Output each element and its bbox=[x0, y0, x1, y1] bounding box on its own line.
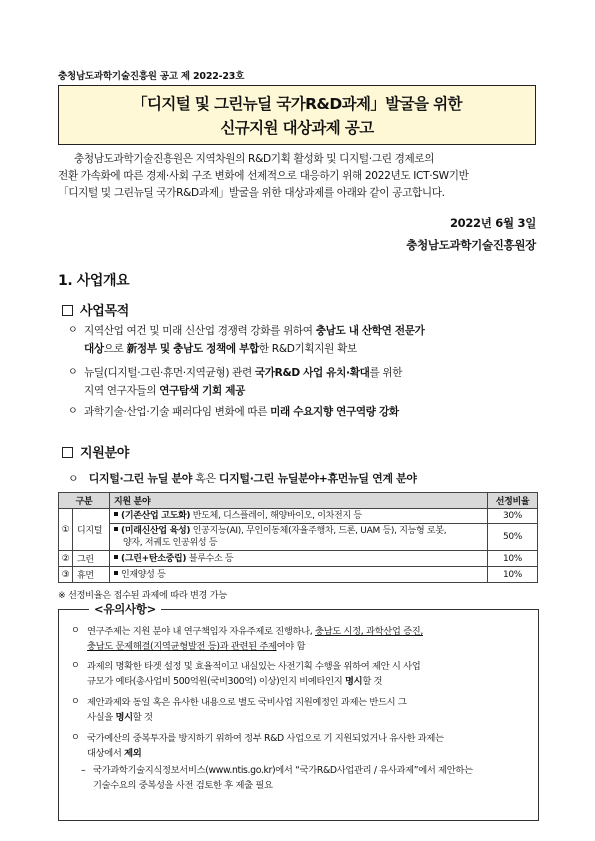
caution-item-4: ㅇ 국가예산의 중복투자를 방지하기 위하여 정부 R&D 사업으로 기 지원되었거나 유사한 과제는 대상에서 제외 bbox=[71, 733, 444, 759]
field-description: ㅇ 디지털·그린 뉴딜 분야 혹은 디지털·그린 뉴딜분야+휴먼뉴딜 연계 분야 bbox=[68, 472, 417, 485]
circle-bullet-icon: ㅇ bbox=[71, 733, 80, 743]
table-header-field: 지원 분야 bbox=[110, 493, 488, 509]
circle-bullet-icon: ㅇ bbox=[68, 325, 78, 336]
table-row bbox=[59, 524, 538, 551]
notice-number: 충청남도과학기술진흥원 공고 제 2022-23호 bbox=[58, 71, 245, 82]
field-heading: 지원분야 bbox=[62, 442, 129, 461]
square-bullet-icon bbox=[114, 571, 118, 575]
row-rate: 10% bbox=[488, 567, 538, 583]
issuer: 충청남도과학기술진흥원장 bbox=[406, 238, 536, 252]
row-number: ① bbox=[59, 509, 73, 551]
intro-line-3: 「디지털 및 그린뉴딜 국가R&D과제」발굴을 위한 대상과제를 아래와 같이 공고합니다. bbox=[58, 187, 445, 199]
row-number: ③ bbox=[59, 567, 73, 583]
table-row bbox=[59, 509, 538, 524]
circle-bullet-icon: ㅇ bbox=[68, 472, 79, 485]
row-field: (그린+탄소중립) 블루수소 등 bbox=[110, 551, 488, 567]
caution-item-3: ㅇ 제안과제와 동일 혹은 유사한 내용으로 별도 국비사업 지원예정인 과제는 반드시 그 사실을 명시할 것 bbox=[71, 697, 407, 723]
square-bullet-icon bbox=[114, 527, 118, 531]
caution-title: <유의사항> bbox=[89, 601, 161, 617]
table-row bbox=[59, 567, 538, 583]
square-bullet-icon bbox=[62, 305, 73, 316]
rate-note: ※ 선정비율은 접수된 과제에 따라 변경 가능 bbox=[58, 590, 227, 601]
table-header-category: 구분 bbox=[59, 493, 110, 509]
square-bullet-icon bbox=[114, 512, 118, 516]
row-rate: 10% bbox=[488, 551, 538, 567]
title-line-1: 「디지털 및 그린뉴딜 국가R&D과제」발굴을 위한 bbox=[132, 95, 462, 113]
purpose-bullet-3: ㅇ 과학기술·산업·기술 패러다임 변화에 따른 미래 수요지향 연구역량 강화 bbox=[68, 403, 540, 421]
row-field: (기존산업 고도화) 반도체, 디스플레이, 해양바이오, 이차전지 등 bbox=[110, 509, 488, 524]
circle-bullet-icon: ㅇ bbox=[68, 406, 78, 417]
intro-line-1: 충청남도과학기술진흥원은 지역차원의 R&D기획 활성화 및 디지털·그린 경제로의 bbox=[74, 153, 435, 165]
notice-date: 2022년 6월 3일 bbox=[449, 216, 536, 230]
support-field-table bbox=[58, 492, 538, 583]
caution-subitem: – 국가과학기술지식정보서비스(www.ntis.go.kr)에서 “국가R&D사업관리 / 유사과제”에서 제안하는 기술수요의 중복성을 사전 검토한 후 제출 필요 bbox=[81, 765, 473, 791]
row-category: 휴먼 bbox=[73, 567, 110, 583]
circle-bullet-icon: ㅇ bbox=[71, 661, 80, 671]
square-bullet-icon bbox=[62, 447, 73, 458]
circle-bullet-icon: ㅇ bbox=[68, 367, 78, 378]
row-rate: 30% bbox=[488, 509, 538, 524]
row-field: 인재양성 등 bbox=[110, 567, 488, 583]
caution-box bbox=[58, 602, 539, 821]
section-1-title: 1. 사업개요 bbox=[58, 273, 130, 289]
row-rate: 50% bbox=[488, 524, 538, 551]
circle-bullet-icon: ㅇ bbox=[71, 697, 80, 707]
caution-item-2: ㅇ 과제의 명확한 타겟 설정 및 효율적이고 내실있는 사전기획 수행을 위하여 제안 시 사업 규모가 예타(총사업비 500억원(국비300억) 이상)인지 비예타인지 명시할 것 bbox=[71, 661, 421, 687]
circle-bullet-icon: ㅇ bbox=[71, 626, 80, 636]
purpose-heading: 사업목적 bbox=[62, 300, 129, 319]
purpose-bullet-1: ㅇ 지역산업 여건 및 미래 신산업 경쟁력 강화를 위하여 충남도 내 산학연 전문가 대상으로 新정부 및 충남도 정책에 부합한 R&D기획지원 확보 bbox=[68, 322, 540, 358]
intro-line-2: 전환 가속화에 따른 경제·사회 구조 변화에 선제적으로 대응하기 위해 2022년도 ICT·SW기반 bbox=[58, 170, 469, 182]
row-number: ② bbox=[59, 551, 73, 567]
title-line-2: 신규지원 대상과제 공고 bbox=[220, 119, 374, 137]
square-bullet-icon bbox=[114, 555, 118, 559]
table-header-rate: 선정비율 bbox=[488, 493, 538, 509]
purpose-bullet-2: ㅇ 뉴딜(디지털·그린·휴먼·지역균형) 관련 국가R&D 사업 유치·확대를 위한 지역 연구자들의 연구탐색 기회 제공 bbox=[68, 364, 540, 400]
caution-item-1: ㅇ 연구주제는 지원 분야 내 연구책임자 자유주제로 진행하나, 충남도 시정, 과학산업 증진, 충남도 문제해결(지역균형발전 등)과 관련된 주제여야 함 bbox=[71, 626, 423, 652]
row-category: 디지털 bbox=[73, 509, 110, 551]
row-field: (미래신산업 육성) 인공지능(AI), 무인이동체(자율주행차, 드론, UAM 등), 지능형 로봇, 양자, 저궤도 인공위성 등 bbox=[110, 524, 488, 551]
intro-paragraph bbox=[58, 151, 538, 202]
table-row bbox=[59, 551, 538, 567]
dash-bullet-icon: – bbox=[81, 765, 86, 776]
title-box bbox=[58, 85, 536, 145]
row-category: 그린 bbox=[73, 551, 110, 567]
